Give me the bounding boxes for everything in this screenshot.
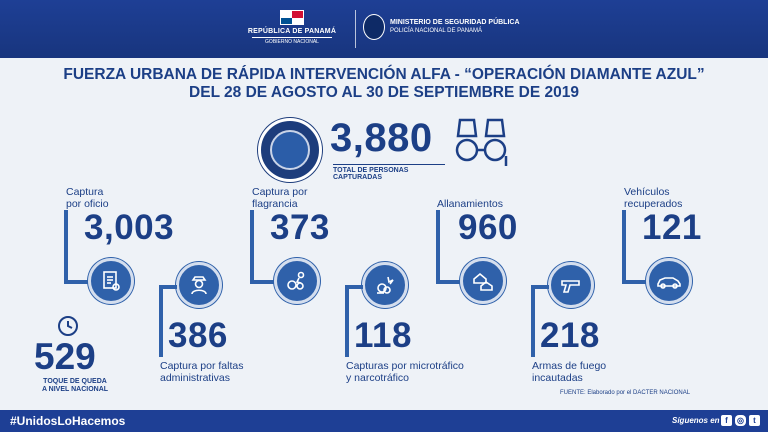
police-officer-icon — [176, 262, 222, 308]
flagrancia-connector — [250, 210, 254, 282]
vehiculos-connector-h — [622, 280, 646, 284]
curfew-label-2: A NIVEL NACIONAL — [41, 386, 109, 393]
curfew-value: 529 — [34, 336, 96, 377]
total-label: TOTAL DE PERSONAS CAPTURADAS — [333, 164, 445, 181]
header-bar — [0, 0, 768, 58]
houses-icon — [460, 258, 506, 304]
gov-name: REPÚBLICA DE PANAMÁ — [247, 28, 337, 35]
flagrancia-value: 373 — [270, 208, 330, 247]
source-note: FUENTE: Elaborado por el DACTER NACIONAL — [560, 390, 691, 396]
drugs-icon — [362, 262, 408, 308]
flagrancia-label — [252, 186, 307, 210]
vehiculos-value: 121 — [642, 208, 702, 247]
vehiculos-label-2: recuperados — [624, 198, 683, 210]
faltas-label-2: administrativas — [160, 372, 231, 384]
armas-connector — [531, 285, 535, 357]
faltas-connector — [159, 285, 163, 357]
micro-label-1: Capturas por microtráfico — [346, 360, 464, 372]
flagrancia-connector-h — [250, 280, 274, 284]
curfew-label — [30, 378, 120, 394]
curfew-label-1: TOQUE DE QUEDA — [43, 378, 107, 385]
micro-connector — [345, 285, 349, 357]
facebook-icon[interactable]: f — [721, 415, 732, 426]
allanamientos-connector — [436, 210, 440, 282]
ministry-seal-icon — [363, 14, 385, 40]
oficio-label-2: por oficio — [66, 198, 109, 210]
armas-label-2: incautadas — [532, 372, 583, 384]
police-badge-icon — [258, 118, 322, 182]
follow-label: Síguenos en — [672, 416, 720, 425]
faltas-label — [160, 360, 243, 384]
oficio-connector — [64, 210, 68, 282]
armas-value: 218 — [540, 316, 600, 355]
gun-icon — [548, 262, 594, 308]
vehiculos-label-1: Vehículos — [624, 186, 670, 198]
ministry-name: MINISTERIO DE SEGURIDAD PÚBLICA — [390, 19, 520, 26]
total-value: 3,880 — [330, 116, 433, 160]
oficio-value: 3,003 — [84, 208, 175, 247]
micro-label-2: y narcotráfico — [346, 372, 410, 384]
armas-label — [532, 360, 606, 384]
micro-value: 118 — [354, 316, 412, 355]
title-line-2: DEL 28 DE AGOSTO AL 30 DE SEPTIEMBRE DE 2019 — [189, 84, 579, 101]
page-title — [0, 66, 768, 102]
handcuffs-thief-icon — [274, 258, 320, 304]
vehiculos-label — [624, 186, 682, 210]
gov-sub: GOBIERNO NACIONAL — [252, 37, 332, 45]
faltas-label-1: Captura por faltas — [160, 360, 244, 372]
faltas-value: 386 — [168, 316, 228, 355]
oficio-label-1: Captura — [66, 186, 104, 198]
clock-icon — [56, 314, 80, 338]
car-icon — [646, 258, 692, 304]
handcuffs-icon — [454, 112, 514, 172]
document-icon — [88, 258, 134, 304]
allanamientos-value: 960 — [458, 208, 518, 247]
twitter-icon[interactable]: t — [749, 415, 760, 426]
title-line-1: FUERZA URBANA DE RÁPIDA INTERVENCIÓN ALFA - “OPERACIÓN DIAMANTE AZUL” — [63, 66, 705, 83]
ministry-logo — [390, 19, 520, 34]
police-name: POLICÍA NACIONAL DE PANAMÁ — [390, 28, 483, 34]
flagrancia-label-2: flagrancia — [252, 198, 298, 210]
panama-flag-icon — [280, 10, 304, 25]
header-divider — [355, 10, 356, 48]
gov-logo — [232, 10, 352, 45]
allanamientos-label: Allanamientos — [437, 198, 503, 210]
hashtag: #UnidosLoHacemos — [10, 414, 126, 428]
armas-label-1: Armas de fuego — [532, 360, 607, 372]
micro-label — [346, 360, 464, 384]
flagrancia-label-1: Captura por — [252, 186, 308, 198]
footer-bar — [0, 410, 768, 432]
allanamientos-connector-h — [436, 280, 460, 284]
instagram-icon[interactable]: ◎ — [735, 415, 746, 426]
vehiculos-connector — [622, 210, 626, 282]
oficio-label — [66, 186, 109, 210]
oficio-connector-h — [64, 280, 88, 284]
